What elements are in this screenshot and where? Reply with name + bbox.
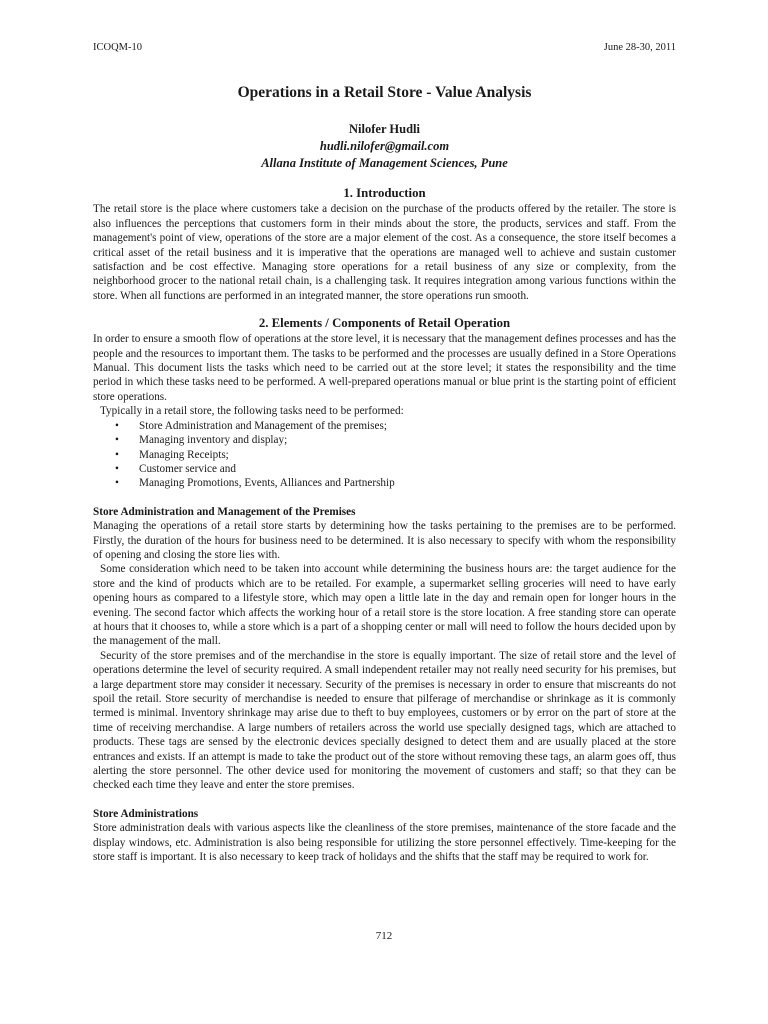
section-heading-introduction: 1. Introduction bbox=[343, 186, 426, 201]
running-header-date: June 28-30, 2011 bbox=[603, 42, 676, 53]
running-header-conference: ICOQM-10 bbox=[93, 42, 142, 53]
page-number: 712 bbox=[375, 930, 393, 942]
tasks-intro-paragraph: Typically in a retail store, the following tasks need to be performed: bbox=[100, 405, 404, 418]
paper-body bbox=[93, 86, 676, 864]
bullet-icon: • bbox=[115, 419, 119, 432]
premises-paragraph-1: Managing the operations of a retail store starts by determining how the tasks pertaining to the premises are to be performed. Firstly, the duration of the hours for business need to be determined. It is also necessary to specify with whom the responsibility of opening and closing the store lies with. bbox=[93, 520, 676, 561]
list-item: • Customer service and bbox=[115, 462, 236, 475]
author-name: Nilofer Hudli bbox=[349, 122, 420, 137]
list-item: • Managing Receipts; bbox=[115, 448, 229, 461]
subheading-premises: Store Administration and Management of the Premises bbox=[93, 505, 356, 518]
introduction-paragraph: The retail store is the place where customers take a decision on the purchase of the products offered by the retailer. The store is also influences the perceptions that customers form in their minds about the store, the products, services and staff. From the management's point of view, operations of the store are a major element of the cost. As a consequence, the store itself becomes a critical asset of the retail business and it is imperative that the operations are managed well to achieve and sustain customer satisfaction and be cost effective. Managing store operations for a retail business of any size or complexity, from the neighborhood grocer to the national retail chain, is a challenging task. It requires integration among various functions within the store. When all functions are performed in an integrated manner, the store operations run smooth. bbox=[93, 203, 676, 302]
bullet-icon: • bbox=[115, 477, 119, 490]
author-email: hudli.nilofer@gmail.com bbox=[319, 139, 450, 154]
tasks-list bbox=[93, 419, 676, 491]
premises-paragraph-3: Security of the store premises and of the merchandise in the store is equally important. The size of retail store and the level of operations determine the level of security required. A small independent retailer may not really need security for his premises, but a large department store may consider it necessary. Security of the premises is necessary in order to ensure that miscreants do not spoil the retail. Store security of merchandise is needed to ensure that pilferage of merchandise or shrinkage as it is commonly termed is minimal. Inventory shrinkage may arise due to theft to buy employees, customers or by error on the part of store at the time of receiving merchandise. A large numbers of retailers across the world use specially designed tags, which are attached to products. These tags are sensed by the electronic devices specially designed to detect them and are usually placed at the store entrances and exists. If an attempt is made to take the product out of the store without removing these tags, an alarm goes off, thus alerting the store personnel. The other device used for monitoring the movement of customers and staff; so that they can be checked each time they leave and enter the store premises. bbox=[93, 649, 676, 792]
store-administrations-paragraph: Store administration deals with various aspects like the cleanliness of the store premises, maintenance of the store facade and the display windows, etc. Administration is also being responsible for utilizing the store personnel effectively. Time-keeping for the store staff is important. It is also necessary to keep track of holidays and the shifts that the staff may be required to work for. bbox=[93, 822, 676, 864]
list-item: • Managing Promotions, Events, Alliances and Partnership bbox=[115, 477, 395, 490]
section-heading-elements: 2. Elements / Components of Retail Operation bbox=[258, 316, 511, 331]
paper-title: Operations in a Retail Store - Value Analysis bbox=[237, 84, 532, 101]
bullet-icon: • bbox=[115, 434, 119, 447]
list-item: • Managing inventory and display; bbox=[115, 434, 288, 447]
author-affiliation: Allana Institute of Management Sciences, Pune bbox=[261, 156, 508, 171]
elements-paragraph: In order to ensure a smooth flow of operations at the store level, it is necessary that the management defines processes and has the people and the resources to important them. The tasks to be performed and the processes are usually defined in a Store Operations Manual. This document lists the tasks which need to be carried out at the store level; it states the responsibility and the time period in which these tasks need to be performed. A well-prepared operations manual or blue print is the starting point of efficient store operations. bbox=[93, 333, 676, 403]
subheading-store-administrations: Store Administrations bbox=[93, 807, 199, 820]
bullet-icon: • bbox=[115, 448, 119, 461]
list-item: • Store Administration and Management of the premises; bbox=[115, 419, 387, 432]
bullet-icon: • bbox=[115, 462, 119, 475]
premises-paragraph-2: Some consideration which need to be taken into account while determining the business hours are: the target audience for the store and the kind of products which are to be retailed. For example, a supermarket selling groceries will need to have early opening hours as compared to a lifestyle store, which may open a little late in the day and remain open for longer hours in the evening. The second factor which affects the working hour of a retail store is the store location. A free standing store can operate at hours that it chooses to, while a store which is a part of a shopping center or mall will need to follow the hours decided upon by the management of the mall. bbox=[93, 563, 676, 648]
